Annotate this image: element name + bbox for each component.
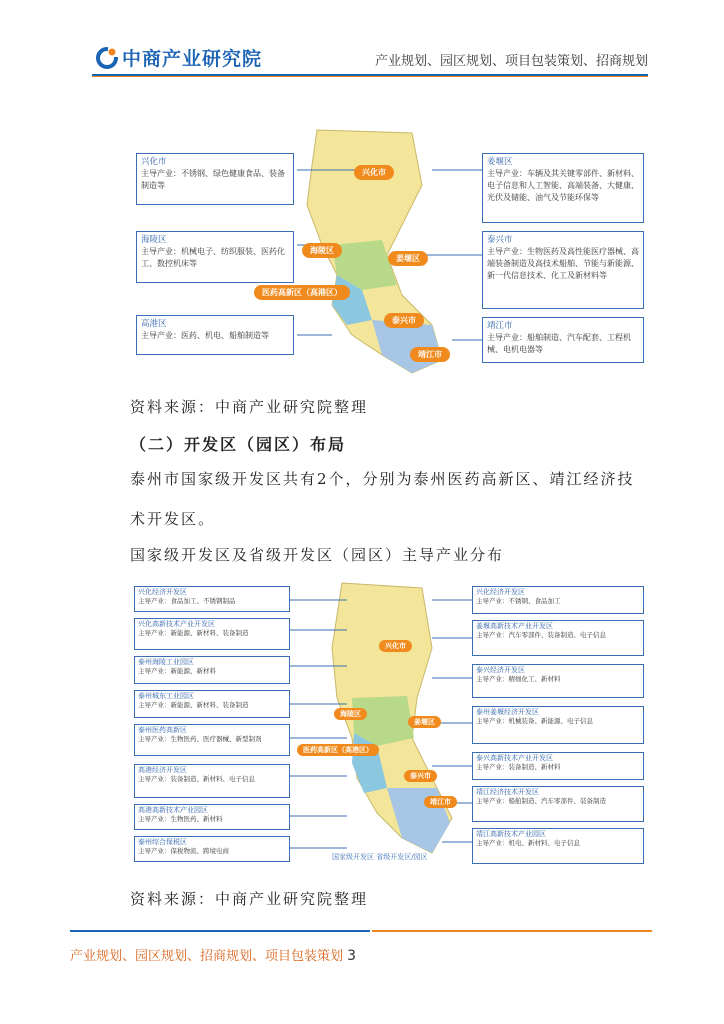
zone-box-title: 泰州海陵工业园区 xyxy=(138,658,194,666)
page-number: 3 xyxy=(347,948,357,964)
info-box-title: 泰兴市 xyxy=(487,235,513,245)
logo-icon xyxy=(96,47,118,69)
zone-box-text: 主导产业：新能源、新材料、装备制造 xyxy=(138,701,249,709)
zone-box-right-3 xyxy=(472,664,644,698)
info-box-text: 主导产业：车辆及其关键零部件、新材料、电子信息和人工智能、高端装备、大健康、光伏及储能、油气及节能环保等 xyxy=(487,169,639,202)
info-box-title: 姜堰区 xyxy=(487,157,513,167)
header-divider-accent xyxy=(92,76,648,77)
zone-box-text: 主导产业：机电、新材料、电子信息 xyxy=(476,839,580,847)
info-box-text: 主导产业：不锈钢、绿色健康食品、装备制造等 xyxy=(141,169,285,190)
info-box-text: 主导产业：船舶制造、汽车配套、工程机械、电机电器等 xyxy=(487,333,631,354)
zone-box-right-1 xyxy=(472,586,644,614)
zone-box-text: 主导产业：精细化工、新材料 xyxy=(476,675,561,683)
info-box-taixing xyxy=(482,231,644,309)
map2-label-gaoxin: 医药高新区（高港区） xyxy=(297,744,379,756)
zone-box-right-7 xyxy=(472,828,644,864)
info-box-gaogang xyxy=(136,315,294,355)
footer-text: 产业规划、园区规划、招商规划、项目包装策划 xyxy=(70,949,344,964)
development-zone-map xyxy=(132,578,646,866)
zone-box-left-7 xyxy=(134,804,290,830)
zone-box-title: 高港高新技术产业园区 xyxy=(138,806,208,814)
zone-box-right-2 xyxy=(472,620,644,656)
info-box-text: 主导产业：生物医药及高性能医疗器械、高端装备制造及高技术船舶、节能与新能源、新一代信息技术、化工及新材料等 xyxy=(487,247,639,280)
map-label-jiangyan: 姜堰区 xyxy=(388,251,428,266)
zone-box-title: 兴化高新技术产业开发区 xyxy=(138,620,215,628)
info-box-text: 主导产业：医药、机电、船舶制造等 xyxy=(141,331,269,340)
paragraph-line2: 术开发区。 xyxy=(130,510,216,528)
map-label-hailing: 海陵区 xyxy=(302,243,342,258)
map2-label-hailing: 海陵区 xyxy=(334,708,367,720)
info-box-title: 靖江市 xyxy=(487,321,513,331)
footer-divider xyxy=(70,930,370,932)
page-header xyxy=(0,0,724,80)
zone-box-title: 高港经济开发区 xyxy=(138,766,187,774)
figure1-source: 资料来源：中商产业研究院整理 xyxy=(130,398,369,416)
taizhou-industry-map xyxy=(132,125,646,375)
paragraph-line1: 泰州市国家级开发区共有2个，分别为泰州医药高新区、靖江经济技 xyxy=(130,470,635,488)
zone-box-left-4 xyxy=(134,690,290,718)
zone-box-left-6 xyxy=(134,764,290,798)
page-footer xyxy=(70,945,356,964)
map-label-taixing: 泰兴市 xyxy=(384,313,424,328)
zone-box-text: 主导产业：新能源、新材料 xyxy=(138,667,216,675)
zone-box-title: 姜堰高新技术产业开发区 xyxy=(476,622,553,630)
zone-box-left-3 xyxy=(134,656,290,684)
zone-box-title: 泰州医药高新区 xyxy=(138,726,187,734)
figure2-caption: 国家级开发区及省级开发区（园区）主导产业分布 xyxy=(130,546,505,564)
zone-box-title: 靖江高新技术产业园区 xyxy=(476,830,546,838)
info-box-title: 兴化市 xyxy=(141,157,167,167)
info-box-title: 海陵区 xyxy=(141,235,167,245)
zone-box-text: 主导产业：生物医药、医疗器械、新型制剂 xyxy=(138,735,262,743)
zone-box-text: 主导产业：船舶制造、汽车零部件、装备制造 xyxy=(476,797,606,805)
zone-box-right-4 xyxy=(472,706,644,744)
zone-box-text: 主导产业：机械装备、新能源、电子信息 xyxy=(476,717,593,725)
header-tagline: 产业规划、园区规划、项目包装策划、招商规划 xyxy=(374,54,648,69)
zone-box-text: 主导产业：装备制造、新材料 xyxy=(476,763,561,771)
info-box-text: 主导产业：机械电子、纺织服装、医药化工、数控机床等 xyxy=(141,247,285,268)
info-box-hailing xyxy=(136,231,294,283)
map-label-xinghua: 兴化市 xyxy=(354,165,394,180)
zone-box-left-8 xyxy=(134,836,290,862)
zone-box-text: 主导产业：装备制造、新材料、电子信息 xyxy=(138,775,255,783)
zone-box-right-5 xyxy=(472,752,644,780)
map2-label-xinghua: 兴化市 xyxy=(379,640,412,652)
zone-box-text: 主导产业：不锈钢、食品加工 xyxy=(476,597,561,605)
info-box-title: 高港区 xyxy=(141,319,167,329)
info-box-jingjiang xyxy=(482,317,644,363)
figure2-source: 资料来源：中商产业研究院整理 xyxy=(130,890,369,908)
zone-box-title: 泰州综合保税区 xyxy=(138,838,187,846)
footer-divider-accent xyxy=(372,930,652,932)
zone-box-title: 泰兴经济开发区 xyxy=(476,666,525,674)
map2-label-jiangyan: 姜堰区 xyxy=(408,716,441,728)
zone-box-text: 主导产业：食品加工、不锈钢制品 xyxy=(138,597,236,605)
zone-box-title: 兴化经济开发区 xyxy=(138,588,187,596)
zone-box-title: 泰州城东工业园区 xyxy=(138,692,194,700)
zone-box-right-6 xyxy=(472,786,644,822)
zone-box-left-2 xyxy=(134,618,290,650)
map-label-gaoxin: 医药高新区（高港区） xyxy=(254,285,350,300)
brand-logo xyxy=(96,44,262,71)
zone-box-title: 泰兴高新技术产业开发区 xyxy=(476,754,553,762)
zone-box-left-1 xyxy=(134,586,290,612)
map2-label-jingjiang: 靖江市 xyxy=(424,796,457,808)
zone-box-text: 主导产业：汽车零部件、装备制造、电子信息 xyxy=(476,631,606,639)
zone-box-left-5 xyxy=(134,724,290,756)
info-box-xinghua xyxy=(136,153,294,205)
map2-label-taixing: 泰兴市 xyxy=(404,770,437,782)
section-heading: （二）开发区（园区）布局 xyxy=(130,435,347,454)
zone-box-title: 兴化经济开发区 xyxy=(476,588,525,596)
map2-legend: 国家级开发区 省级开发区/园区 xyxy=(332,853,428,861)
info-box-jiangyan xyxy=(482,153,644,223)
zone-box-text: 主导产业：新能源、新材料、装备制造 xyxy=(138,629,249,637)
zone-box-title: 泰州姜堰经济开发区 xyxy=(476,708,539,716)
zone-box-text: 主导产业：保税物流、跨境电商 xyxy=(138,847,229,855)
logo-text: 中商产业研究院 xyxy=(122,48,263,70)
map-label-jingjiang: 靖江市 xyxy=(410,347,450,362)
zone-box-title: 靖江经济技术开发区 xyxy=(476,788,539,796)
zone-box-text: 主导产业：生物医药、新材料 xyxy=(138,815,223,823)
